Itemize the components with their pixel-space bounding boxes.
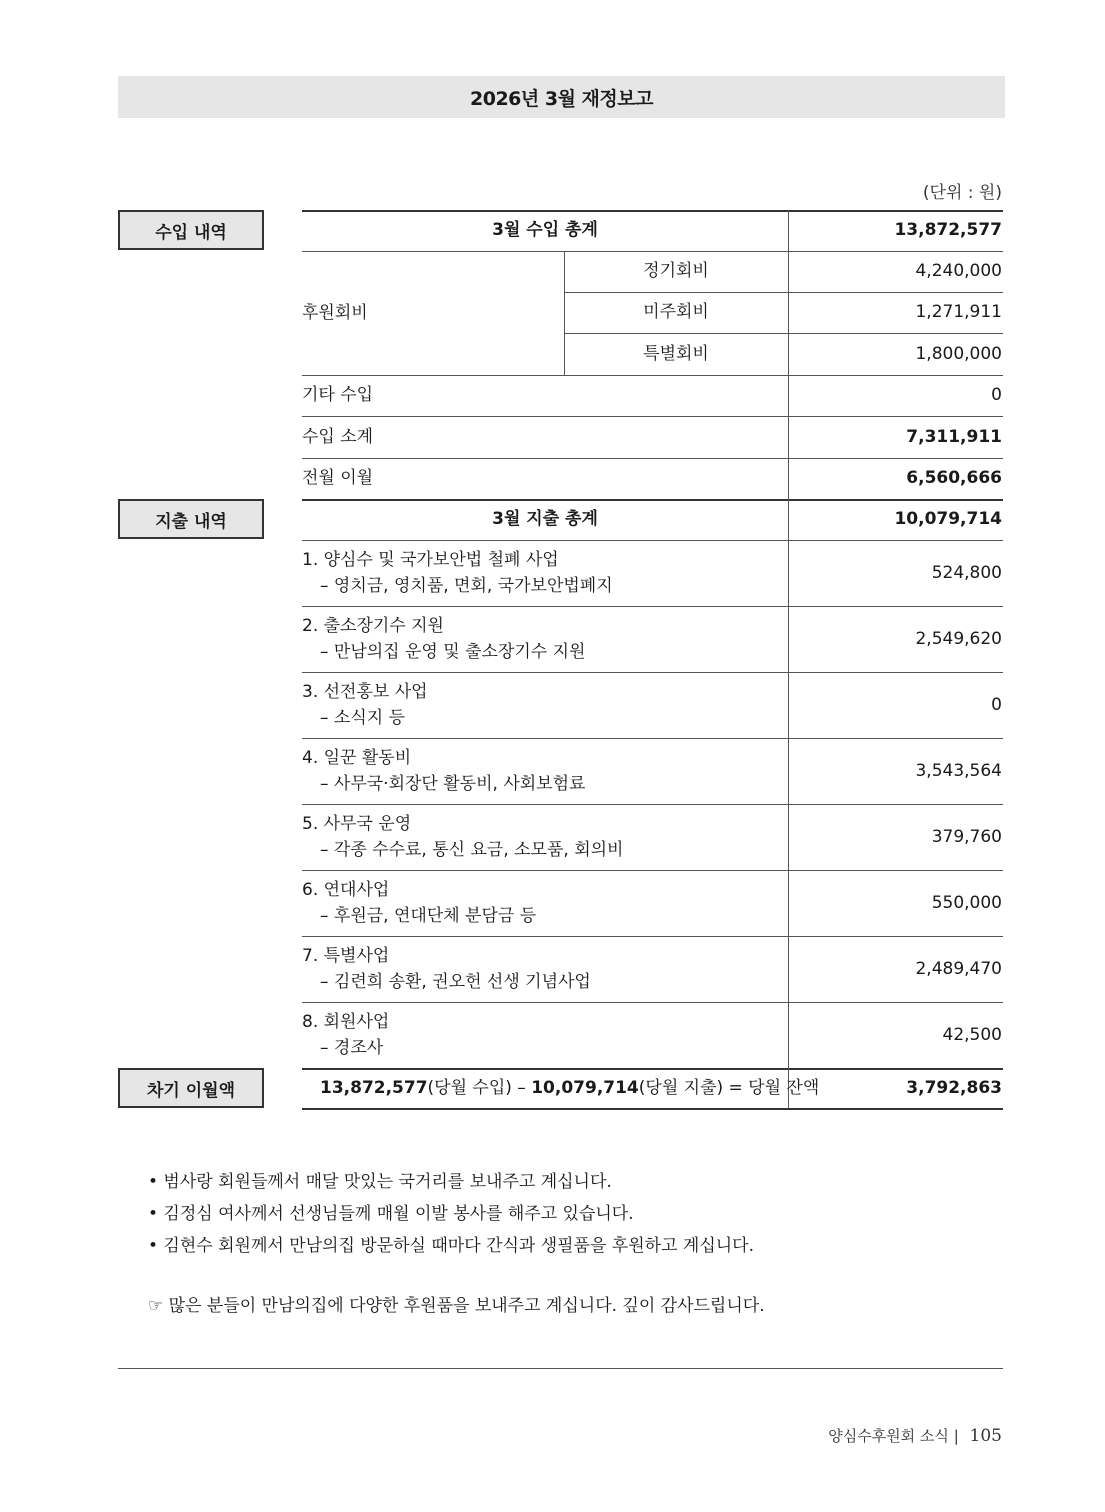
table-rule xyxy=(302,936,1003,937)
expense-item xyxy=(302,679,428,731)
expense-item-value: 42,500 xyxy=(942,1025,1002,1045)
expense-item-value: 524,800 xyxy=(931,563,1002,583)
expense-item-title: 3. 선전홍보 사업 xyxy=(302,682,428,702)
publication-name: 양심수후원회 소식 xyxy=(828,1427,949,1445)
expense-total-value: 10,079,714 xyxy=(894,509,1002,529)
prev-carry-label: 전월 이월 xyxy=(302,468,374,488)
expense-item-title: 4. 일꾼 활동비 xyxy=(302,748,412,768)
expense-item-title: 6. 연대사업 xyxy=(302,880,390,900)
table-rule xyxy=(302,375,1003,376)
table-rule xyxy=(564,292,1003,293)
expense-item xyxy=(302,613,585,665)
expense-item-value: 379,760 xyxy=(931,827,1002,847)
other-income-value: 0 xyxy=(991,385,1002,405)
expense-item-title: 5. 사무국 운영 xyxy=(302,814,412,834)
expense-item-detail: – 만남의집 운영 및 출소장기수 지원 xyxy=(320,642,586,662)
expense-item-detail: – 김련희 송환, 권오헌 선생 기념사업 xyxy=(320,972,591,992)
expense-item-title: 2. 출소장기수 지원 xyxy=(302,616,444,636)
expense-item xyxy=(302,1009,389,1061)
carry-formula xyxy=(320,1077,819,1099)
table-rule xyxy=(302,870,1003,871)
dues-value: 4,240,000 xyxy=(915,261,1002,281)
table-rule xyxy=(302,1108,1003,1110)
other-income-label: 기타 수입 xyxy=(302,385,374,405)
table-rule xyxy=(302,672,1003,673)
carry-expense-text: (당월 지출) = 당월 잔액 xyxy=(638,1078,820,1098)
expense-item xyxy=(302,745,585,797)
table-rule xyxy=(302,499,1003,501)
dues-group-label: 후원회비 xyxy=(302,303,368,323)
expense-item xyxy=(302,943,591,995)
table-rule xyxy=(564,333,1003,334)
income-subtotal-value: 7,311,911 xyxy=(906,427,1002,447)
expense-item-value: 2,549,620 xyxy=(915,629,1002,649)
income-total-value: 13,872,577 xyxy=(894,220,1002,240)
expense-item-value: 3,543,564 xyxy=(915,761,1002,781)
expense-item-detail: – 영치금, 영치품, 면회, 국가보안법폐지 xyxy=(320,576,613,596)
unit-label: (단위 : 원) xyxy=(922,183,1002,203)
carry-value: 3,792,863 xyxy=(906,1078,1002,1098)
expense-item-title: 1. 양심수 및 국가보안법 철폐 사업 xyxy=(302,550,559,570)
table-rule xyxy=(302,210,1003,212)
table-rule xyxy=(302,804,1003,805)
income-section-label: 수입 내역 xyxy=(118,210,264,250)
expense-section-label: 지출 내역 xyxy=(118,499,264,539)
note-item: • 김현수 회원께서 만남의집 방문하실 때마다 간식과 생필품을 후원하고 계십니다. xyxy=(148,1236,754,1256)
expense-item-value: 550,000 xyxy=(931,893,1002,913)
dues-label: 특별회비 xyxy=(643,344,709,364)
table-rule xyxy=(302,458,1003,459)
carry-income-text: (당월 수입) – xyxy=(427,1078,532,1098)
table-column-rule xyxy=(788,210,789,1108)
expense-item xyxy=(302,877,536,929)
expense-item-value: 2,489,470 xyxy=(915,959,1002,979)
note-item: • 김정심 여사께서 선생님들께 매월 이발 봉사를 해주고 있습니다. xyxy=(148,1204,634,1224)
expense-item-title: 7. 특별사업 xyxy=(302,946,390,966)
income-total-label: 3월 수입 총계 xyxy=(492,220,598,240)
carry-expense-amount: 10,079,714 xyxy=(531,1078,639,1098)
table-rule xyxy=(302,1068,1003,1070)
carry-income-amount: 13,872,577 xyxy=(320,1078,428,1098)
dues-label: 미주회비 xyxy=(643,302,709,322)
expense-item xyxy=(302,547,613,599)
footer-separator: | xyxy=(953,1427,959,1445)
table-rule xyxy=(302,606,1003,607)
income-subtotal-label: 수입 소계 xyxy=(302,427,374,447)
expense-item-value: 0 xyxy=(991,695,1002,715)
expense-item-detail: – 후원금, 연대단체 분담금 등 xyxy=(320,906,537,926)
prev-carry-value: 6,560,666 xyxy=(906,468,1002,488)
dues-value: 1,800,000 xyxy=(915,344,1002,364)
carry-section-label: 차기 이월액 xyxy=(118,1068,264,1108)
dues-label: 정기회비 xyxy=(643,261,709,281)
table-rule xyxy=(302,1002,1003,1003)
dues-value: 1,271,911 xyxy=(915,302,1002,322)
footer-divider xyxy=(118,1368,1003,1369)
expense-item-detail: – 사무국·회장단 활동비, 사회보험료 xyxy=(320,774,586,794)
note-item: • 범사랑 회원들께서 매달 맛있는 국거리를 보내주고 계십니다. xyxy=(148,1172,612,1192)
expense-item-detail: – 경조사 xyxy=(320,1038,384,1058)
expense-item-detail: – 소식지 등 xyxy=(320,708,405,728)
table-rule xyxy=(302,540,1003,541)
page-number: 105 xyxy=(969,1426,1002,1446)
expense-item-title: 8. 회원사업 xyxy=(302,1012,390,1032)
expense-item-detail: – 각종 수수료, 통신 요금, 소모품, 회의비 xyxy=(320,840,624,860)
page-footer xyxy=(828,1425,1002,1446)
table-rule xyxy=(302,738,1003,739)
page-title: 2026년 3월 재정보고 xyxy=(118,76,1005,118)
thanks-message: ☞ 많은 분들이 만남의집에 다양한 후원품을 보내주고 계십니다. 깊이 감사드립니다. xyxy=(148,1296,765,1316)
table-rule xyxy=(302,416,1003,417)
notes-list xyxy=(148,1166,754,1262)
table-rule xyxy=(302,251,1003,252)
expense-total-label: 3월 지출 총계 xyxy=(492,509,598,529)
expense-item xyxy=(302,811,623,863)
